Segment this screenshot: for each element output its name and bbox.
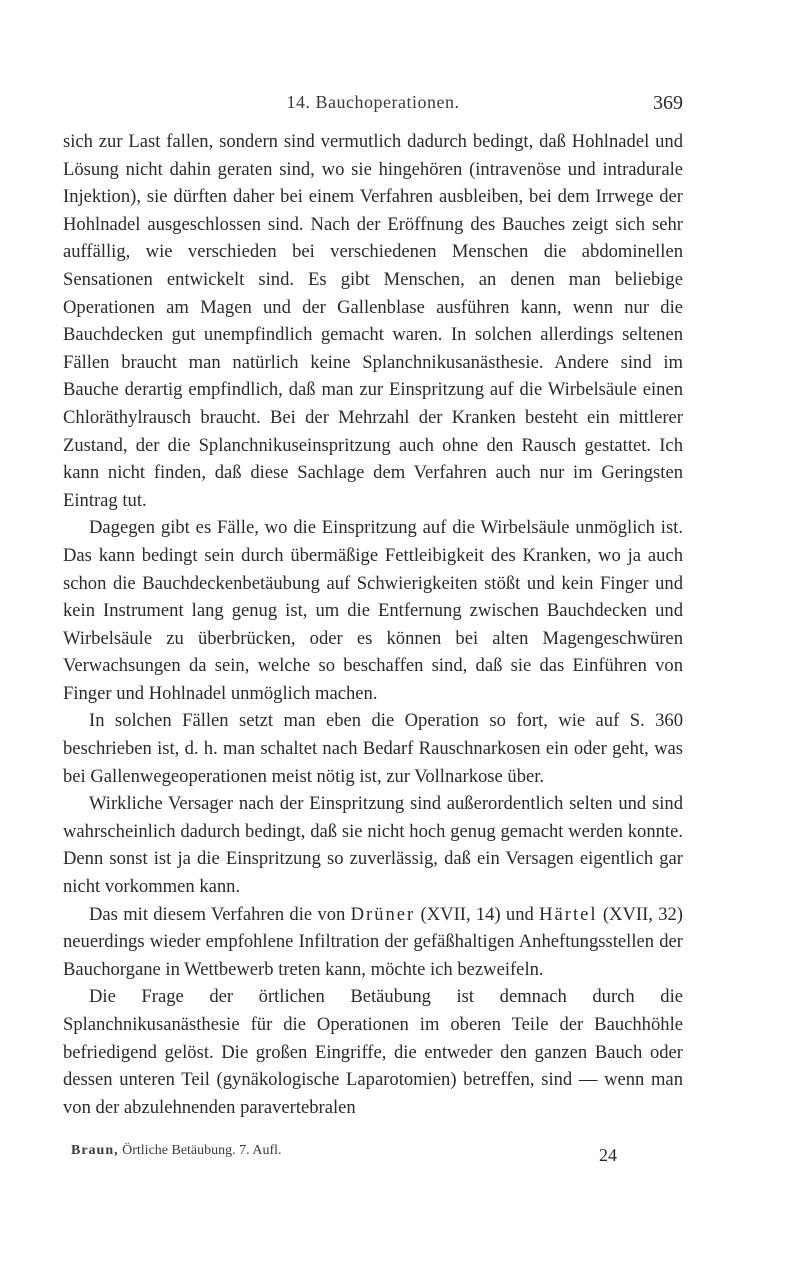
- body-text: [63, 128, 683, 1121]
- author-name: Braun,: [71, 1143, 119, 1158]
- paragraph-2: Dagegen gibt es Fälle, wo die Einspritzung auf die Wirbelsäule unmöglich ist. Das kann bedingt sein durch übermäßige Fettleibigkeit des Kranken, wo ja auch schon die Bauchdeckenbetäubung auf Schwierigkeiten stößt und kein Finger und kein Instrument lang genug ist, um die Entfernung zwischen Bauchdecken und Wirbelsäule zu überbrücken, oder es können bei alten Magengeschwüren Verwachsungen da sein, welche so beschaffen sind, daß sie das Einführen von Finger und Hohlnadel unmöglich machen.: [63, 517, 683, 704]
- paragraph-3: In solchen Fällen setzt man eben die Operation so fort, wie auf S. 360 beschrieben ist, d. h. man schaltet nach Bedarf Rauschnarkosen ein oder geht, was bei Gallenwegeoperationen meist nötig ist, zur Vollnarkose über.: [63, 710, 683, 787]
- book-title: Örtliche Betäubung. 7. Aufl.: [118, 1143, 282, 1158]
- footer-signature-line: [63, 1143, 683, 1167]
- paragraph-4: Wirkliche Versager nach der Einspritzung sind außerordentlich selten und sind wahrscheinlich dadurch bedingt, daß sie nicht hoch genug gemacht werden konnte. Denn sonst ist ja die Einspritzung so zuverlässig, daß ein Versagen eigentlich gar nicht vorkommen kann.: [63, 793, 683, 898]
- book-signature: [71, 1143, 282, 1159]
- author-name-druener: Drüner: [350, 903, 416, 925]
- author-name-haertel: Härtel: [539, 903, 598, 925]
- paragraph-5-text-middle: (XVII, 14) und: [415, 903, 540, 925]
- paragraph-5: [63, 901, 683, 984]
- paragraph-6: Die Frage der örtlichen Betäubung ist demnach durch die Splanchnikusanästhesie für die Operationen im oberen Teile der Bauchhöhle befriedigend gelöst. Die großen Eingriffe, die entweder den ganzen Bauch oder dessen unteren Teil (gynäkologische Laparotomien) betreffen, sind — wenn man von der abzulehnenden paravertebralen: [63, 986, 683, 1118]
- page-number: 369: [653, 92, 683, 114]
- sheet-number: 24: [599, 1145, 617, 1165]
- paragraph-5-text-before: Das mit diesem Verfahren die von: [89, 903, 351, 925]
- paragraph-1: sich zur Last fallen, sondern sind vermutlich dadurch bedingt, daß Hohlnadel und Lösung nicht dahin geraten sind, wo sie hingehören (intravenöse und intradurale Injektion), sie dürften daher bei einem Verfahren ausbleiben, bei dem Irrwege der Hohlnadel ausgeschlossen sind. Nach der Eröffnung des Bauches zeigt sich sehr auffällig, wie verschieden bei verschiedenen Menschen die abdominellen Sensationen entwickelt sind. Es gibt Menschen, an denen man beliebige Operationen am Magen und der Gallenblase ausführen kann, wenn nur die Bauchdecken gut unempfindlich gemacht waren. In solchen allerdings seltenen Fällen braucht man natürlich keine Splanchnikusanästhesie. Andere sind im Bauche derartig empfindlich, daß man zur Einspritzung auf die Wirbelsäule einen Chloräthylrausch braucht. Bei der Mehrzahl der Kranken besteht ein mittlerer Zustand, der die Splanchnikuseinspritzung auch ohne den Rausch gestattet. Ich kann nicht finden, daß diese Sachlage dem Verfahren auch nur im Geringsten Eintrag tut.: [63, 131, 683, 511]
- running-head: [63, 92, 683, 120]
- paragraph-5-text-after: (XVII, 32) neuerdings wieder empfohlene Infiltration der gefäßhaltigen Anheftungsstellen der Bauchorgane in Wettbewerb treten kann, möchte ich bezweifeln.: [63, 903, 683, 980]
- chapter-title: 14. Bauchoperationen.: [286, 92, 460, 112]
